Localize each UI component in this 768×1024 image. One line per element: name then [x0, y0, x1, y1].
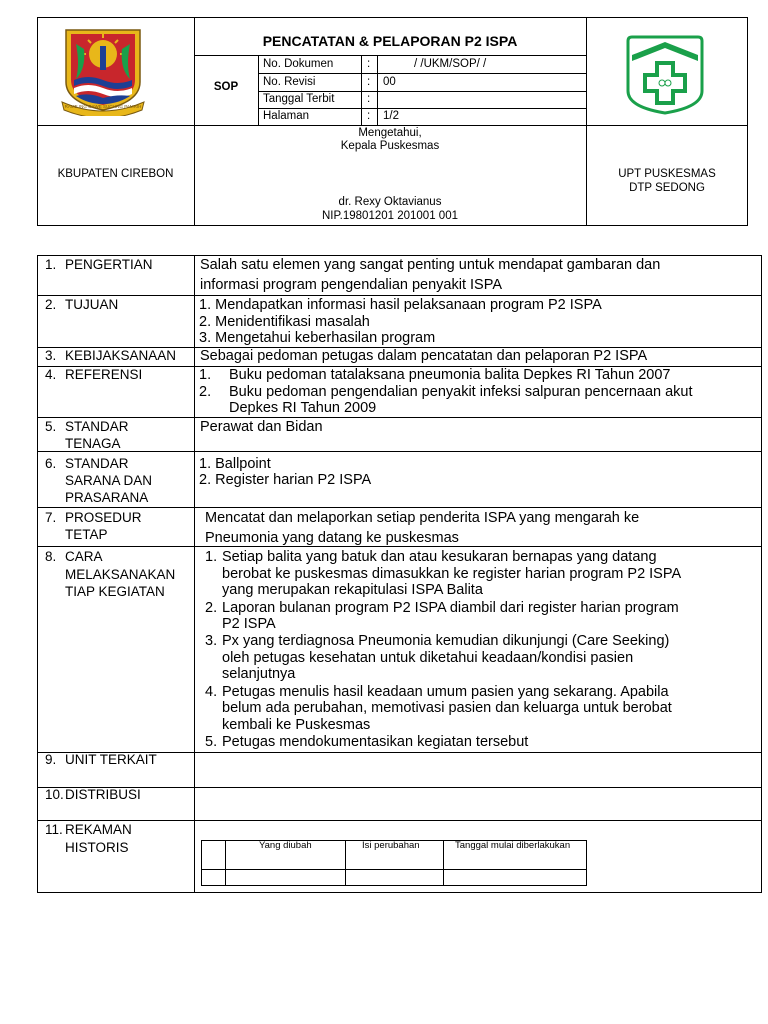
- section-label-prosedur: PROSEDUR: [65, 510, 142, 525]
- section-label-distribusi: DISTRIBUSI: [65, 787, 141, 802]
- doc-row-sep: :: [367, 58, 371, 70]
- section-number: 6.: [45, 456, 57, 471]
- step-text: kembali ke Puskesmas: [222, 717, 371, 733]
- step-number: 1.: [205, 549, 218, 565]
- step-number: 3.: [205, 633, 218, 649]
- row-divider: [38, 451, 761, 452]
- kabupaten-name: KBUPATEN CIREBON: [57, 168, 174, 180]
- section-text: Mencatat dan melaporkan setiap penderita ISPA yang mengarah ke: [205, 510, 640, 526]
- history-col-divider: [443, 841, 444, 885]
- section-label-standar-sarana: SARANA DAN: [65, 473, 153, 488]
- doc-row-label: No. Dokumen: [263, 58, 334, 70]
- row-divider: [38, 507, 761, 508]
- list-item: 2. Menidentifikasi masalah: [199, 314, 370, 330]
- doc-row-sep: :: [367, 93, 371, 105]
- doc-row-label: Tanggal Terbit: [263, 93, 335, 105]
- history-col-divider: [225, 841, 226, 885]
- list-item: 1. Mendapatkan informasi hasil pelaksanaan program P2 ISPA: [199, 297, 602, 313]
- section-text: Salah satu elemen yang sangat penting untuk mendapat gambaran dan: [200, 257, 661, 273]
- section-label-standar-tenaga: TENAGA: [65, 436, 121, 451]
- approval-title: Kepala Puskesmas: [340, 140, 440, 152]
- section-text: Pneumonia yang datang ke puskesmas: [205, 530, 459, 546]
- section-label-standar-sarana: STANDAR: [65, 456, 129, 471]
- header-divider: [377, 55, 378, 125]
- section-label-tujuan: TUJUAN: [65, 297, 119, 312]
- step-text: yang merupakan rekapitulasi ISPA Balita: [222, 582, 483, 598]
- section-number: 5.: [45, 419, 57, 434]
- crest-ribbon-text: RAME ING GAWE SUCI ING PAMRIH: [64, 104, 142, 109]
- section-text: Sebagai pedoman petugas dalam pencatatan dan pelaporan P2 ISPA: [200, 348, 648, 364]
- puskesmas-logo: [624, 33, 706, 115]
- history-col-divider: [345, 841, 346, 885]
- section-label-standar-tenaga: STANDAR: [65, 419, 129, 434]
- header-divider: [258, 108, 586, 109]
- doc-row-value: / /UKM/SOP/ /: [414, 58, 487, 70]
- kabupaten-crest-logo: [58, 24, 148, 116]
- step-text: Px yang terdiagnosa Pneumonia kemudian dikunjungi (Care Seeking): [222, 633, 670, 649]
- header-divider: [258, 91, 586, 92]
- section-label-prosedur: TETAP: [65, 527, 108, 542]
- doc-row-value: 00: [383, 76, 396, 88]
- list-item: Depkes RI Tahun 2009: [229, 400, 377, 416]
- header-divider: [258, 55, 259, 125]
- puskesmas-location: DTP SEDONG: [629, 182, 705, 194]
- section-number: 11.: [45, 822, 63, 837]
- header-divider: [361, 55, 362, 125]
- doc-row-label: No. Revisi: [263, 76, 316, 88]
- approval-heading: Mengetahui,: [358, 127, 422, 139]
- step-text: selanjutnya: [222, 666, 296, 682]
- step-text: berobat ke puskesmas dimasukkan ke register harian program P2 ISPA: [222, 566, 682, 582]
- header-divider: [258, 73, 586, 74]
- list-item: Buku pedoman pengendalian penyakit infeksi salpuran pencernaan akut: [229, 384, 693, 400]
- row-divider: [38, 787, 761, 788]
- doc-row-sep: :: [367, 110, 371, 122]
- section-label-pengertian: PENGERTIAN: [65, 257, 153, 272]
- step-text: Petugas menulis hasil keadaan umum pasien yang sekarang. Apabila: [222, 684, 669, 700]
- section-label-kebijaksanaan: KEBIJAKSANAAN: [65, 348, 177, 363]
- list-item: 1. Ballpoint: [199, 456, 271, 472]
- section-number: 10.: [45, 787, 64, 802]
- section-label-rekaman: HISTORIS: [65, 840, 129, 855]
- section-label-referensi: REFERENSI: [65, 367, 143, 382]
- row-divider: [38, 417, 761, 418]
- section-text: Perawat dan Bidan: [200, 419, 323, 435]
- section-number: 8.: [45, 549, 57, 564]
- header-divider: [38, 125, 747, 126]
- doc-row-label: Halaman: [263, 110, 310, 122]
- section-number: 4.: [45, 367, 57, 382]
- doc-row-sep: :: [367, 76, 371, 88]
- history-row-divider: [202, 869, 586, 870]
- step-text: oleh petugas kesehatan untuk diketahui keadaan/kondisi pasien: [222, 650, 634, 666]
- sop-label: SOP: [213, 81, 239, 93]
- step-number: 4.: [205, 684, 218, 700]
- row-divider: [38, 820, 761, 821]
- step-number: 5.: [205, 734, 218, 750]
- step-text: belum ada perubahan, memotivasi pasien dan keluarga untuk berobat: [222, 700, 672, 716]
- section-text: informasi program pengendalian penyakit ISPA: [200, 277, 502, 293]
- section-number: 9.: [45, 752, 57, 767]
- history-col-header: Isi perubahan: [362, 840, 420, 851]
- puskesmas-name: UPT PUSKESMAS: [618, 168, 716, 180]
- history-col-header: Tanggal mulai diberlakukan: [455, 840, 571, 851]
- list-item: 2. Register harian P2 ISPA: [199, 472, 372, 488]
- step-text: Setiap balita yang batuk dan atau kesukaran bernapas yang datang: [222, 549, 657, 565]
- step-text: Petugas mendokumentasikan kegiatan tersebut: [222, 734, 529, 750]
- header-divider: [194, 55, 586, 56]
- section-number: 3.: [45, 348, 57, 363]
- section-label-rekaman: REKAMAN: [65, 822, 132, 837]
- section-label-cara: CARA: [65, 549, 103, 564]
- list-number: 1.: [199, 367, 212, 383]
- step-number: 2.: [205, 600, 218, 616]
- section-label-cara: TIAP KEGIATAN: [65, 584, 165, 599]
- section-number: 2.: [45, 297, 57, 312]
- signer-name: dr. Rexy Oktavianus: [338, 196, 442, 208]
- signer-nip: NIP.19801201 201001 001: [321, 210, 458, 222]
- section-label-standar-sarana: PRASARANA: [65, 490, 149, 505]
- row-divider: [38, 295, 761, 296]
- section-number: 1.: [45, 257, 57, 272]
- document-title: PENCATATAN & PELAPORAN P2 ISPA: [262, 33, 518, 49]
- section-label-unit-terkait: UNIT TERKAIT: [65, 752, 157, 767]
- list-item: Buku pedoman tatalaksana pneumonia balita Depkes RI Tahun 2007: [229, 367, 671, 383]
- column-divider: [194, 256, 195, 892]
- list-item: 3. Mengetahui keberhasilan program: [199, 330, 436, 346]
- list-number: 2.: [199, 384, 212, 400]
- history-col-header: Yang diubah: [259, 840, 312, 851]
- section-label-cara: MELAKSANAKAN: [65, 567, 176, 582]
- step-text: Laporan bulanan program P2 ISPA diambil dari register harian program: [222, 600, 679, 616]
- doc-row-value: 1/2: [383, 110, 399, 122]
- section-number: 7.: [45, 510, 57, 525]
- step-text: P2 ISPA: [222, 616, 276, 632]
